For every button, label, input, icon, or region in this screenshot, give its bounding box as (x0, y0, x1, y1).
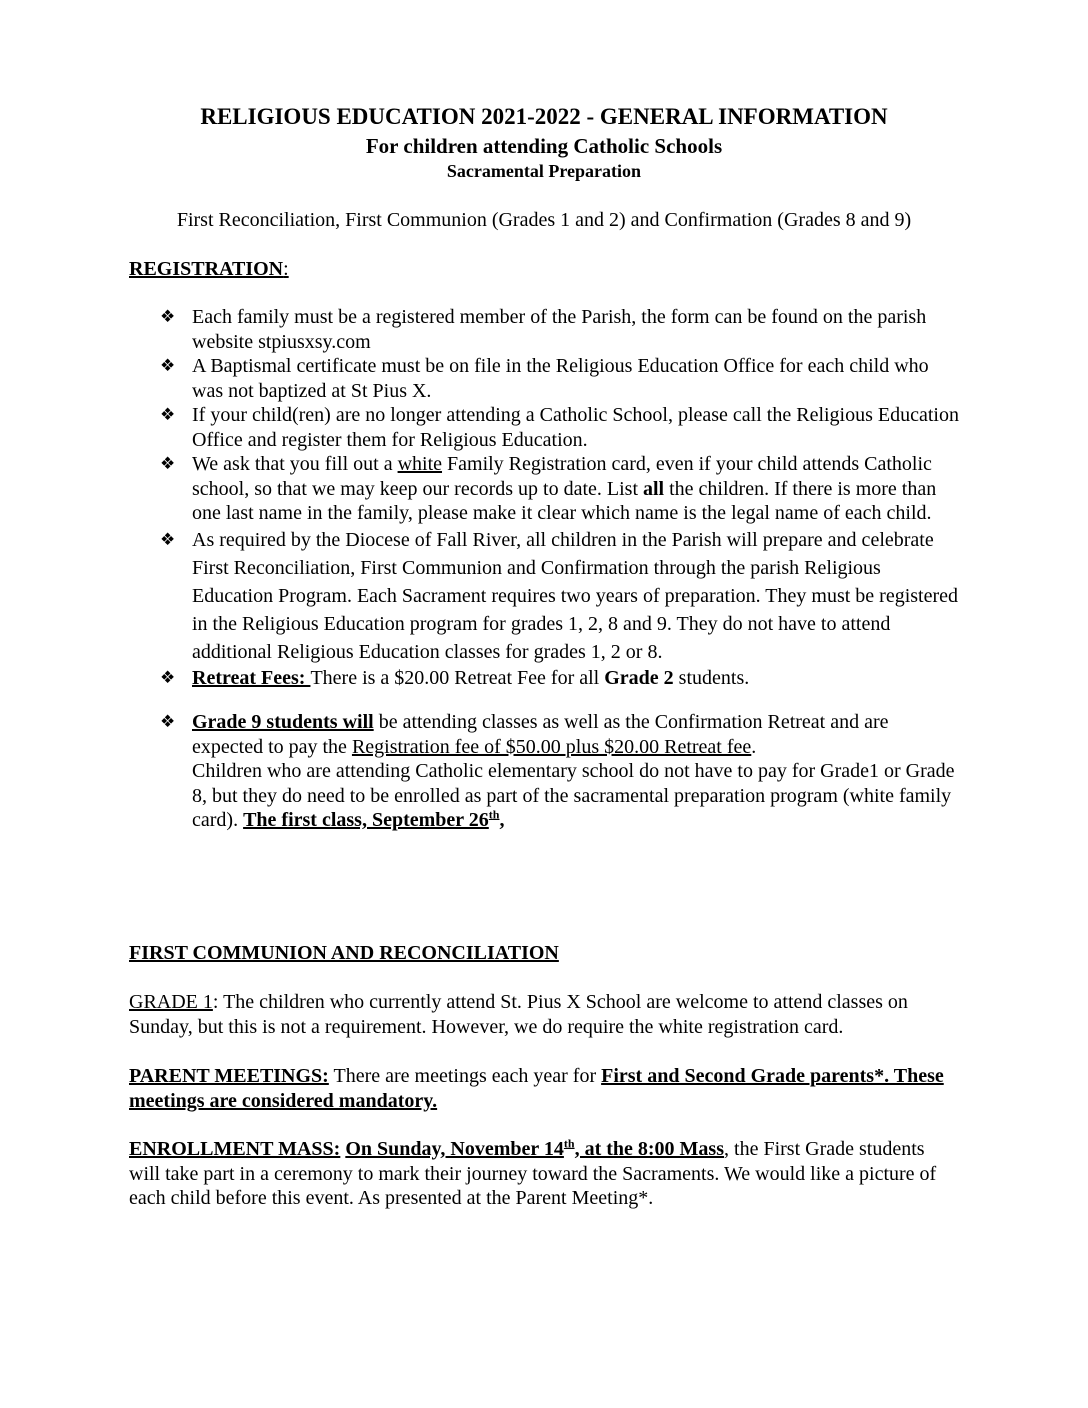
mandatory-notice: First and Second Grade parents*. These meetings are considered mandatory. (129, 1065, 944, 1112)
diamond-bullet-icon: ❖ (160, 307, 176, 326)
registration-fee-emphasis: Registration fee of $50.00 plus $20.00 Retreat fee (351, 735, 752, 758)
bullet-text: As required by the Diocese of Fall River, all children in the Parish will prepare and celebrate First Reconciliation, First Communion and Confirmation through the parish Religious Education Program. Each Sacrament requires two years of preparation. They must be registered in the Religious Education program for grades 1, 2, 8 and 9. They do not have to attend additional Religious Education classes for grades 1, 2 or 8. (192, 528, 959, 663)
diamond-bullet-icon: ❖ (160, 529, 176, 549)
bullet-text: There is a $20.00 Retreat Fee for all (310, 666, 605, 689)
grade-2-emphasis: Grade 2 (604, 666, 674, 689)
grade-9-label: Grade 9 students will (192, 711, 374, 733)
enrollment-mass-paragraph (129, 1137, 959, 1211)
parent-meetings-paragraph (129, 1064, 959, 1113)
diamond-bullet-icon: ❖ (160, 712, 176, 731)
enrollment-mass-label: ENROLLMENT MASS: (129, 1138, 341, 1160)
intro-line: First Reconciliation, First Communion (Grades 1 and 2) and Confirmation (Grades 8 and 9) (176, 209, 912, 231)
mass-date: On Sunday, November 14 (345, 1138, 564, 1160)
bullet-text: be attending classes as well as the Confirmation Retreat and are expected to pay the (192, 711, 889, 758)
date-suffix: th (488, 807, 500, 822)
paragraph-text: , the First Grade students will take part in a ceremony to mark their journey toward the Sacraments. We would like a picture of each child before this event. As presented at the Parent Meeting*. (129, 1138, 937, 1209)
bullet-text: the children. If there is more than one last name in the family, please make it clear which name is the legal name of each child. (192, 477, 937, 524)
mass-time: , at the 8:00 Mass (574, 1138, 725, 1160)
bullet-text: Children who are attending Catholic elementary school do not have to pay for Grade1 or Grade 8, but they do need to be enrolled as part of the sacramental preparation program (white family card). (192, 760, 955, 831)
paragraph-text: : The children who currently attend St. Pius X School are welcome to attend classes on Sunday, but this is not a requirement. However, we do require the white registration card. (129, 991, 908, 1038)
registration-heading-colon: : (283, 258, 289, 280)
bullet-text: We ask that you fill out a (192, 453, 398, 475)
bullet-text: students. (673, 666, 750, 689)
registration-list (160, 305, 960, 833)
list-item (160, 452, 960, 526)
white-card-emphasis: white (397, 453, 443, 475)
document-subheading: Sacramental Preparation (446, 161, 642, 181)
list-item (160, 354, 960, 403)
parent-meetings-label: PARENT MEETINGS: (129, 1065, 329, 1087)
paragraph-text: There are meetings each year for (328, 1065, 602, 1087)
bullet-text: Family Registration card, even if your child attends Catholic school, so that we may keep our records up to date. List (192, 453, 932, 500)
diamond-bullet-icon: ❖ (160, 454, 176, 473)
list-item (160, 710, 960, 833)
document-title: RELIGIOUS EDUCATION 2021-2022 - GENERAL INFORMATION (200, 104, 888, 129)
registration-heading-text: REGISTRATION (129, 258, 284, 280)
bullet-text: . (751, 735, 757, 758)
diamond-bullet-icon: ❖ (160, 405, 176, 424)
first-class-date: The first class, September 26 (243, 809, 489, 831)
bullet-text: Each family must be a registered member of the Parish, the form can be found on the parish website stpiusxsy.com (192, 306, 927, 353)
retreat-fees-label: Retreat Fees: (192, 666, 311, 689)
bullet-text: A Baptismal certificate must be on file in the Religious Education Office for each child who was not baptized at St Pius X. (192, 355, 929, 402)
grade-1-paragraph (129, 990, 959, 1039)
first-class-comma: , (499, 809, 505, 831)
list-item (160, 403, 960, 452)
diamond-bullet-icon: ❖ (160, 667, 176, 687)
date-suffix: th (563, 1136, 575, 1151)
registration-heading (129, 257, 289, 282)
bullet-text: If your child(ren) are no longer attending a Catholic School, please call the Religious Education Office and register them for Religious Education. (192, 404, 959, 451)
list-item (160, 666, 960, 691)
communion-heading: FIRST COMMUNION AND RECONCILIATION (129, 942, 559, 964)
list-item (160, 305, 960, 354)
all-emphasis: all (643, 477, 665, 500)
diamond-bullet-icon: ❖ (160, 356, 176, 375)
document-subtitle: For children attending Catholic Schools (365, 134, 723, 158)
list-item (160, 526, 960, 666)
grade-1-label: GRADE 1 (129, 991, 213, 1013)
